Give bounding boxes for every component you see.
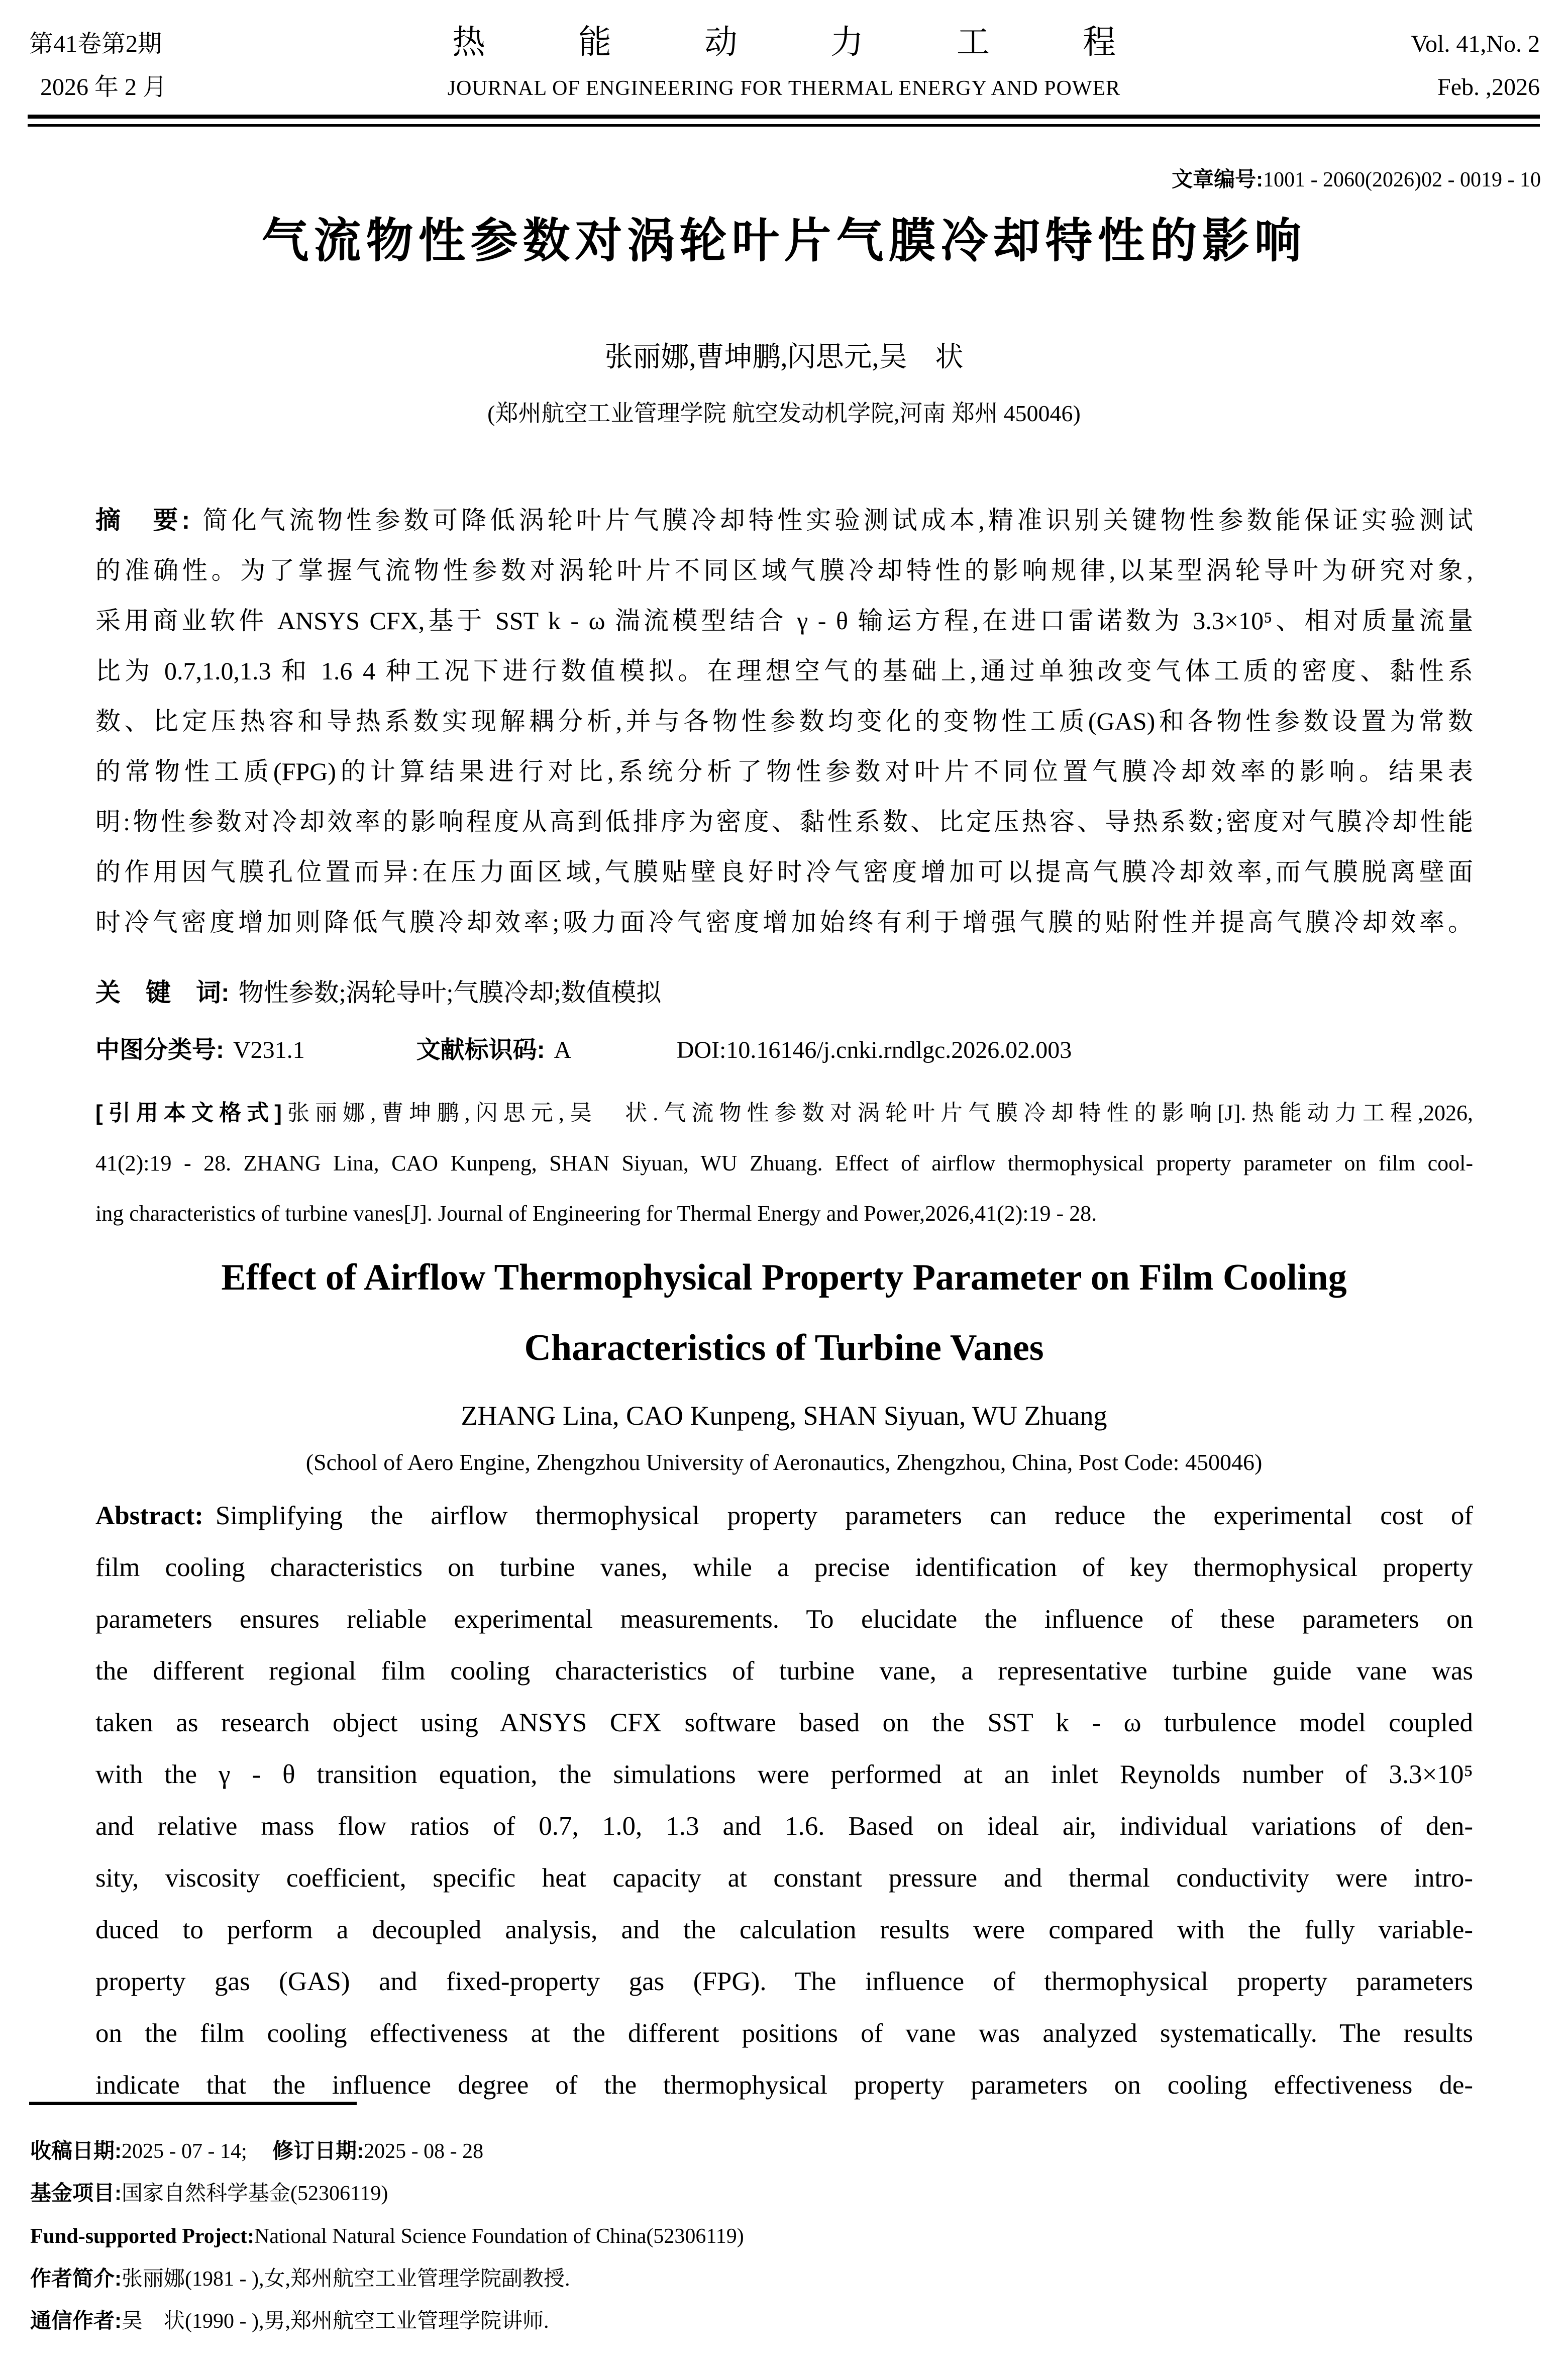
abstract-en-line: with the γ - θ transition equation, the simulations were performed at an inlet Reynolds number of 3.3×10⁵	[95, 1760, 1473, 1789]
header-issue-cn: 第41卷第2期	[29, 31, 162, 57]
abstract-en-line: indicate that the influence degree of the thermophysical property parameters on cooling effectiveness de-	[95, 2071, 1473, 2100]
abstract-cn-line: 明:物性参数对冷却效率的影响程度从高到低排序为密度、黏性系数、比定压热容、导热系数;密度对气膜冷却性能	[95, 808, 1473, 836]
author-bio-label: 作者简介:	[30, 2267, 122, 2290]
abstract-cn-line: 采用商业软件 ANSYS CFX,基于 SST k - ω 湍流模型结合 γ - θ 输运方程,在进口雷诺数为 3.3×10⁵、相对质量流量	[95, 607, 1473, 635]
header-vol-en: Vol. 41,No. 2	[1411, 31, 1540, 57]
affiliation-en: (School of Aero Engine, Zhengzhou University of Aeronautics, Zhengzhou, China, Post Code: 450046)	[305, 1449, 1263, 1475]
abstract-cn-line: 的准确性。为了掌握气流物性参数对涡轮叶片不同区域气膜冷却特性的影响规律,以某型涡轮导叶为研究对象,	[95, 556, 1473, 584]
doi-value: 10.16146/j.cnki.rndlgc.2026.02.003	[726, 1037, 1072, 1063]
authors-cn: 张丽娜,曹坤鹏,闪思元,吴 状	[604, 342, 964, 373]
journal-title-cn-text: 热能动力工程	[452, 24, 1209, 61]
article-id-value: 1001 - 2060(2026)02 - 0019 - 10	[1263, 168, 1541, 191]
abstract-cn-line: 的作用因气膜孔位置而异:在压力面区域,气膜贴壁良好时冷气密度增加可以提高气膜冷却效率,而气膜脱离壁面	[95, 858, 1473, 886]
abstract-cn-line: 比为 0.7,1.0,1.3 和 1.6 4 种工况下进行数值模拟。在理想空气的基础上,通过单独改变气体工质的密度、黏性系	[95, 657, 1473, 685]
clc-label: 中图分类号:	[95, 1037, 224, 1063]
fund-label: 基金项目:	[30, 2181, 122, 2205]
revised-value: 2025 - 08 - 28	[364, 2140, 484, 2163]
header-rule-bottom	[28, 124, 1540, 127]
received-value: 2025 - 07 - 14;	[122, 2140, 247, 2163]
abstract-en-line: on the film cooling effectiveness at the different positions of vane was analyzed systematically. The results	[95, 2019, 1473, 2048]
abstract-en-line	[95, 1490, 1473, 1542]
abstract-en-line: and relative mass flow ratios of 0.7, 1.0, 1.3 and 1.6. Based on ideal air, individual variations of den-	[95, 1812, 1473, 1841]
abstract-en-text: Simplifying the airflow thermophysical property parameters can reduce the experimental cost of	[215, 1501, 1473, 1530]
keywords-label: 关 键 词:	[95, 978, 230, 1007]
abstract-en-label: Abstract:	[95, 1501, 203, 1530]
abstract-en-line: property gas (GAS) and fixed-property gas (FPG). The influence of thermophysical property parameters	[95, 1967, 1473, 1996]
keywords-text: 物性参数;涡轮导叶;气膜冷却;数值模拟	[238, 978, 662, 1007]
header-rule-top	[28, 115, 1540, 119]
paper-title-en-line2: Characteristics of Turbine Vanes	[524, 1327, 1044, 1368]
classification-line	[95, 1025, 1473, 1075]
footnote-received	[30, 2130, 483, 2172]
clc-value: V231.1	[233, 1037, 305, 1063]
abstract-cn-line: 数、比定压热容和导热系数实现解耦分析,并与各物性参数均变化的变物性工质(GAS)和各物性参数设置为常数	[95, 707, 1473, 735]
abstract-en-line: sity, viscosity coefficient, specific heat capacity at constant pressure and thermal conductivity were intro-	[95, 1863, 1473, 1893]
received-label: 收稿日期:	[30, 2139, 122, 2162]
abstract-cn-text: 简化气流物性参数可降低涡轮叶片气膜冷却特性实验测试成本,精准识别关键物性参数能保证实验测试	[199, 506, 1473, 534]
journal-title-en: JOURNAL OF ENGINEERING FOR THERMAL ENERGY AND POWER	[447, 77, 1121, 100]
abstract-en-line: film cooling characteristics on turbine vanes, while a precise identification of key thermophysical property	[95, 1553, 1473, 1582]
footnote-author	[30, 2257, 570, 2300]
paper-title-en-line1: Effect of Airflow Thermophysical Property Parameter on Film Cooling	[221, 1257, 1347, 1298]
fund-en-value: National Natural Science Foundation of China(52306119)	[254, 2225, 744, 2248]
abstract-en-line: the different regional film cooling characteristics of turbine vane, a representative turbine guide vane was	[95, 1656, 1473, 1686]
abstract-en-line: parameters ensures reliable experimental measurements. To elucidate the influence of these parameters on	[95, 1605, 1473, 1634]
abstract-cn-line: 的常物性工质(FPG)的计算结果进行对比,系统分析了物性参数对叶片不同位置气膜冷却效率的影响。结果表	[95, 757, 1473, 785]
keywords-line	[95, 967, 1473, 1018]
fund-en-label: Fund-supported Project:	[30, 2225, 255, 2248]
abstract-en-line: taken as research object using ANSYS CFX software based on the SST k - ω turbulence model coupled	[95, 1708, 1473, 1737]
article-id	[0, 163, 1541, 196]
citation-line: ing characteristics of turbine vanes[J]. Journal of Engineering for Thermal Energy and Power,2026,41(2):19 - 28.	[95, 1201, 1097, 1226]
abstract-cn-line	[95, 495, 1473, 545]
header-date-en: Feb. ,2026	[1437, 74, 1540, 101]
doi-label: DOI:	[676, 1037, 726, 1063]
revised-label: 修订日期:	[272, 2139, 364, 2162]
paper-title-cn: 气流物性参数对涡轮叶片气膜冷却特性的影响	[261, 215, 1307, 267]
abstract-cn-label: 摘 要:	[95, 506, 190, 534]
author-bio-value: 张丽娜(1981 - ),女,郑州航空工业管理学院副教授.	[122, 2268, 570, 2291]
fund-value: 国家自然科学基金(52306119)	[122, 2182, 388, 2205]
footnote-fund-en	[30, 2215, 744, 2257]
footnote-corresponding	[30, 2300, 549, 2342]
footnote-rule	[29, 2102, 357, 2105]
corresponding-value: 吴 状(1990 - ),男,郑州航空工业管理学院讲师.	[122, 2310, 549, 2333]
citation-line: 41(2):19 - 28. ZHANG Lina, CAO Kunpeng, SHAN Siyuan, WU Zhuang. Effect of airflow thermophysical property parameter on film cool-	[95, 1151, 1473, 1175]
doc-code-value: A	[554, 1037, 570, 1063]
doc-code-label: 文献标识码:	[416, 1037, 545, 1063]
citation-label: [引用本文格式]	[95, 1101, 282, 1125]
header-date-cn: 2026 年 2 月	[40, 74, 167, 101]
affiliation-cn: (郑州航空工业管理学院 航空发动机学院,河南 郑州 450046)	[487, 401, 1081, 426]
authors-en: ZHANG Lina, CAO Kunpeng, SHAN Siyuan, WU Zhuang	[461, 1401, 1107, 1431]
footnote-fund	[30, 2172, 388, 2214]
citation-line	[95, 1088, 1473, 1138]
abstract-en-line: duced to perform a decoupled analysis, and the calculation results were compared with the fully variable-	[95, 1915, 1473, 1944]
abstract-cn-line: 时冷气密度增加则降低气膜冷却效率;吸力面冷气密度增加始终有利于增强气膜的贴附性并提高气膜冷却效率。	[95, 908, 1473, 936]
corresponding-label: 通信作者:	[30, 2309, 122, 2332]
citation-text: 张丽娜,曹坤鹏,闪思元,吴 状.气流物性参数对涡轮叶片气膜冷却特性的影响[J].热能动力工程,2026,	[281, 1101, 1473, 1125]
article-id-label: 文章编号:	[1172, 167, 1264, 191]
